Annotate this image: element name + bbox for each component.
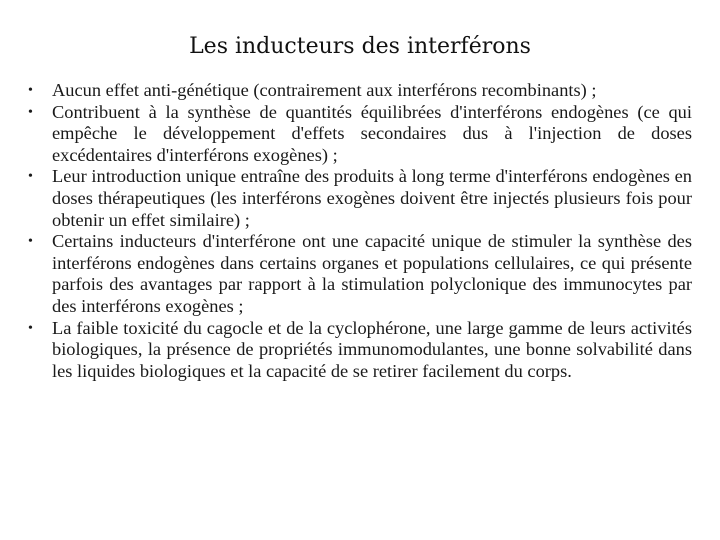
bullet-icon: • xyxy=(28,234,33,250)
bullet-list xyxy=(24,80,692,382)
bullet-item xyxy=(24,102,692,167)
bullet-icon: • xyxy=(28,320,33,336)
bullet-icon: • xyxy=(28,83,33,98)
bullet-icon: • xyxy=(28,104,33,120)
bullet-text: La faible toxicité du cagocle et de la cyclophérone, une large gamme de leurs activités biologiques, la présence de propriétés immunomodulantes, une bonne solvabilité dans les liquides biologiques et la capacité de se retirer facilement du corps. xyxy=(52,317,692,381)
bullet-text: Aucun effet anti-génétique (contrairement aux interférons recombinants) ; xyxy=(52,80,597,100)
bullet-item xyxy=(24,318,692,383)
bullet-text: Leur introduction unique entraîne des produits à long terme d'interférons endogènes en doses thérapeutiques (les interférons exogènes doivent être injectés plusieurs fois pour obtenir un effet similaire) ; xyxy=(52,166,692,230)
bullet-icon: • xyxy=(28,169,33,185)
bullet-item xyxy=(24,166,692,231)
bullet-text: Certains inducteurs d'interférone ont une capacité unique de stimuler la synthèse des interférons endogènes dans certains organes et populations cellulaires, ce qui présente parfois des avantages par rapport à la stimulation polyclonique des immunocytes par des interférons exogènes ; xyxy=(52,231,692,316)
bullet-item xyxy=(24,231,692,317)
bullet-item xyxy=(24,80,692,102)
bullet-text: Contribuent à la synthèse de quantités équilibrées d'interférons endogènes (ce qui empêche le développement d'effets secondaires dus à l'injection de doses excédentaires d'interférons exogènes) ; xyxy=(52,101,692,165)
slide-title: Les inducteurs des interférons xyxy=(189,34,531,59)
